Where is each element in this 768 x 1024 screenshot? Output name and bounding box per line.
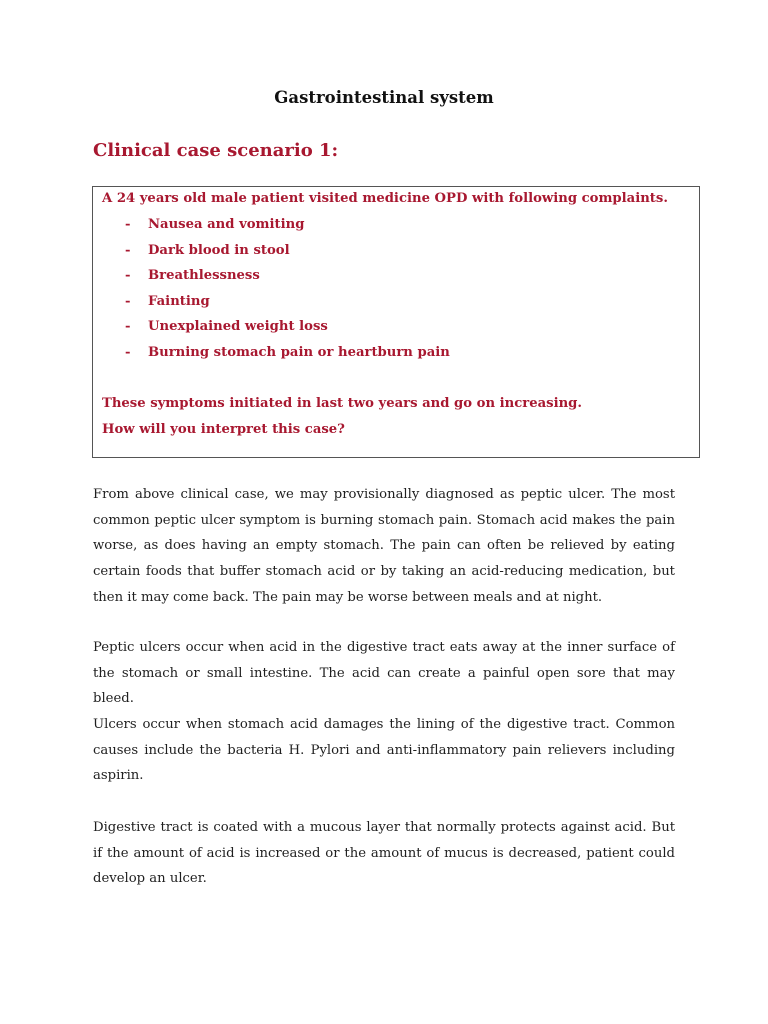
list-item (125, 268, 260, 283)
list-item (125, 243, 290, 258)
body-paragraph-common-causes: Ulcers occur when stomach acid damages the lining of the digestive tract. Common causes include the bacteria H. Pylori and anti-inflammatory pain relievers including aspirin. (93, 717, 675, 784)
list-item (125, 319, 328, 334)
bullet-dash: - (125, 294, 131, 309)
list-item (125, 294, 210, 309)
symptom-text: Breathlessness (148, 268, 260, 283)
bullet-dash: - (125, 217, 131, 232)
case-box (92, 186, 700, 458)
case-closing-line-1: These symptoms initiated in last two years and go on increasing. (102, 396, 582, 411)
bullet-dash: - (125, 243, 131, 258)
symptom-text: Dark blood in stool (148, 243, 290, 258)
symptom-text: Burning stomach pain or heartburn pain (148, 345, 450, 360)
list-item (125, 217, 304, 232)
body-paragraph-mucous-layer: Digestive tract is coated with a mucous layer that normally protects against acid. But if the amount of acid is increased or the amount of mucus is decreased, patient could develop an ulcer. (93, 820, 675, 887)
bullet-dash: - (125, 268, 131, 283)
body-paragraph-diagnosis: From above clinical case, we may provisionally diagnosed as peptic ulcer. The most common peptic ulcer symptom is burning stomach pain. Stomach acid makes the pain worse, as does having an empty stomach. The pain can often be relieved by eating certain foods that buffer stomach acid or by taking an acid-reducing medication, but then it may come back. The pain may be worse between meals and at night. (93, 487, 675, 605)
symptom-text: Fainting (148, 294, 210, 309)
case-closing-line-2: How will you interpret this case? (102, 422, 345, 437)
bullet-dash: - (125, 319, 131, 334)
page-title: Gastrointestinal system (274, 88, 494, 107)
case-intro: A 24 years old male patient visited medicine OPD with following complaints. (102, 191, 668, 206)
symptom-text: Nausea and vomiting (148, 217, 305, 232)
body-paragraph-cause: Peptic ulcers occur when acid in the digestive tract eats away at the inner surface of the stomach or small intestine. The acid can create a painful open sore that may bleed. (93, 640, 675, 707)
list-item (125, 345, 450, 360)
case-heading: Clinical case scenario 1: (93, 140, 339, 161)
bullet-dash: - (125, 345, 131, 360)
symptom-text: Unexplained weight loss (148, 319, 328, 334)
